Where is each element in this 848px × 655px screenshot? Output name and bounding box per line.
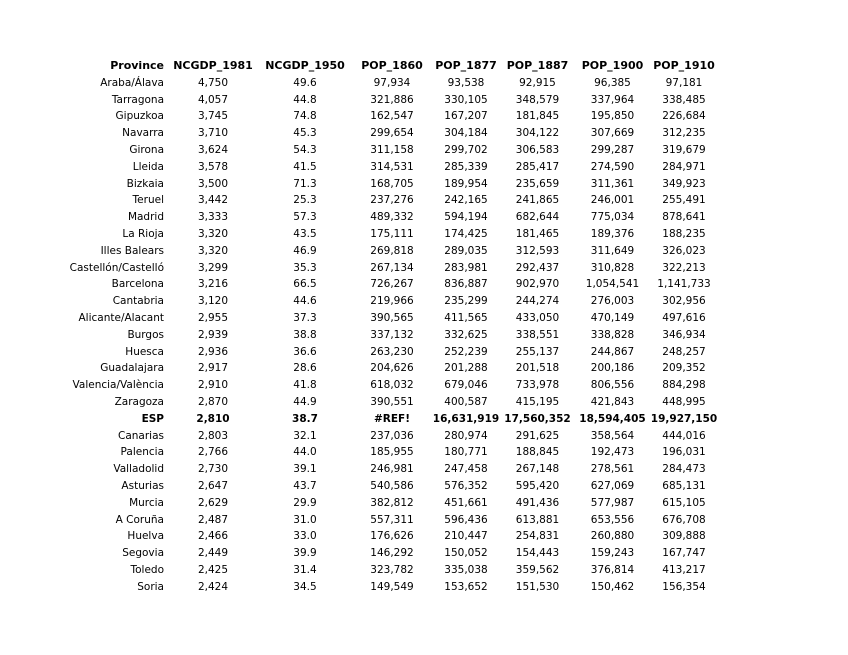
value-cell: 154,443 bbox=[515, 547, 560, 560]
table-row bbox=[60, 344, 718, 361]
value-cell: 260,880 bbox=[590, 530, 635, 543]
row-label-cell: Zaragoza bbox=[114, 395, 164, 408]
value-cell: 312,593 bbox=[515, 244, 560, 257]
value-cell: 18,594,405 bbox=[579, 412, 646, 425]
value-cell: 299,702 bbox=[444, 143, 488, 156]
table-row bbox=[60, 394, 718, 411]
value-cell: 38.7 bbox=[292, 412, 318, 425]
value-cell: 285,339 bbox=[444, 160, 488, 173]
value-cell: 159,243 bbox=[590, 547, 635, 560]
value-cell: 2,955 bbox=[197, 311, 229, 324]
table-row bbox=[60, 579, 718, 596]
value-cell: 2,803 bbox=[197, 429, 229, 442]
value-cell: 489,332 bbox=[370, 211, 414, 224]
value-cell: 17,560,352 bbox=[504, 412, 571, 425]
value-cell: 168,705 bbox=[370, 177, 414, 190]
value-cell: 246,981 bbox=[370, 463, 414, 476]
value-cell: 19,927,150 bbox=[650, 412, 718, 425]
value-cell: 284,473 bbox=[662, 463, 706, 476]
value-cell: 470,149 bbox=[590, 311, 635, 324]
value-cell: 54.3 bbox=[293, 143, 317, 156]
value-cell: 195,850 bbox=[590, 110, 635, 123]
table-row bbox=[60, 243, 718, 260]
table-row bbox=[60, 75, 718, 92]
value-cell: 38.8 bbox=[293, 328, 317, 341]
value-cell: 34.5 bbox=[293, 580, 317, 593]
value-cell: 382,812 bbox=[370, 496, 414, 509]
table-row bbox=[60, 209, 718, 226]
value-cell: 306,583 bbox=[515, 143, 560, 156]
value-cell: 252,239 bbox=[444, 345, 488, 358]
value-cell: 348,579 bbox=[515, 93, 560, 106]
value-cell: 338,551 bbox=[515, 328, 560, 341]
value-cell: 349,923 bbox=[662, 177, 706, 190]
value-cell: 66.5 bbox=[293, 278, 317, 291]
column-header-ncgdp-1981: NCGDP_1981 bbox=[173, 59, 253, 72]
value-cell: 278,561 bbox=[590, 463, 635, 476]
value-cell: 3,320 bbox=[197, 244, 229, 257]
value-cell: 280,974 bbox=[444, 429, 488, 442]
column-header-pop-1860: POP_1860 bbox=[361, 59, 423, 72]
value-cell: 304,184 bbox=[444, 127, 488, 140]
value-cell: 248,257 bbox=[662, 345, 706, 358]
value-cell: 226,684 bbox=[662, 110, 706, 123]
table-row bbox=[60, 176, 718, 193]
value-cell: 196,031 bbox=[662, 446, 706, 459]
value-cell: 74.8 bbox=[293, 110, 317, 123]
value-cell: 4,750 bbox=[197, 76, 229, 89]
value-cell: 359,562 bbox=[515, 563, 560, 576]
row-label-cell: Illes Balears bbox=[100, 244, 164, 257]
value-cell: 43.5 bbox=[293, 227, 317, 240]
value-cell: 775,034 bbox=[590, 211, 635, 224]
value-cell: 421,843 bbox=[590, 395, 635, 408]
row-label-cell: Araba/Álava bbox=[100, 76, 164, 89]
value-cell: 167,747 bbox=[662, 547, 706, 560]
value-cell: 618,032 bbox=[370, 379, 414, 392]
value-cell: 153,652 bbox=[444, 580, 488, 593]
value-cell: 433,050 bbox=[515, 311, 560, 324]
value-cell: 209,352 bbox=[662, 362, 706, 375]
value-cell: 307,669 bbox=[590, 127, 635, 140]
value-cell: 679,046 bbox=[444, 379, 488, 392]
value-cell: 167,207 bbox=[444, 110, 488, 123]
value-cell: 269,818 bbox=[370, 244, 414, 257]
value-cell: 150,052 bbox=[444, 547, 488, 560]
table-row bbox=[60, 377, 718, 394]
value-cell: 2,647 bbox=[197, 479, 229, 492]
column-header-pop-1900: POP_1900 bbox=[581, 59, 644, 72]
value-cell: 156,354 bbox=[662, 580, 706, 593]
value-cell: 448,995 bbox=[662, 395, 706, 408]
table-row bbox=[60, 159, 718, 176]
value-cell: 210,447 bbox=[444, 530, 488, 543]
value-cell: 2,424 bbox=[197, 580, 229, 593]
row-label-cell: Huesca bbox=[125, 345, 164, 358]
value-cell: 237,036 bbox=[370, 429, 414, 442]
value-cell: 338,828 bbox=[590, 328, 635, 341]
value-cell: 3,578 bbox=[197, 160, 229, 173]
value-cell: 241,865 bbox=[515, 194, 560, 207]
value-cell: 39.1 bbox=[293, 463, 317, 476]
value-cell: 902,970 bbox=[515, 278, 560, 291]
value-cell: 613,881 bbox=[515, 513, 560, 526]
value-cell: 3,333 bbox=[197, 211, 229, 224]
value-cell: 806,556 bbox=[590, 379, 635, 392]
value-cell: 181,465 bbox=[515, 227, 560, 240]
value-cell: 497,616 bbox=[662, 311, 706, 324]
table-row bbox=[60, 428, 718, 445]
value-cell: 2,936 bbox=[197, 345, 229, 358]
value-cell: 299,287 bbox=[590, 143, 635, 156]
value-cell: 28.6 bbox=[293, 362, 317, 375]
value-cell: 37.3 bbox=[293, 311, 317, 324]
value-cell: 594,194 bbox=[444, 211, 488, 224]
row-label-cell: Toledo bbox=[130, 563, 164, 576]
value-cell: 235,659 bbox=[515, 177, 560, 190]
row-label-cell: ESP bbox=[141, 412, 164, 425]
value-cell: 43.7 bbox=[293, 479, 317, 492]
value-cell: 304,122 bbox=[515, 127, 560, 140]
row-label-cell: A Coruña bbox=[115, 513, 164, 526]
value-cell: 246,001 bbox=[590, 194, 635, 207]
value-cell: 181,845 bbox=[515, 110, 560, 123]
value-cell: 285,417 bbox=[515, 160, 560, 173]
table-row bbox=[60, 512, 718, 529]
value-cell: 3,320 bbox=[197, 227, 229, 240]
value-cell: 291,625 bbox=[515, 429, 560, 442]
value-cell: 3,500 bbox=[197, 177, 229, 190]
value-cell: 337,132 bbox=[370, 328, 414, 341]
value-cell: 577,987 bbox=[590, 496, 635, 509]
row-label-cell: Murcia bbox=[129, 496, 164, 509]
table-row bbox=[60, 360, 718, 377]
row-label-cell: Segovia bbox=[122, 547, 164, 560]
column-header-pop-1887: POP_1887 bbox=[506, 59, 569, 72]
value-cell: 595,420 bbox=[515, 479, 560, 492]
table-body bbox=[60, 75, 718, 596]
value-cell: 2,766 bbox=[197, 446, 229, 459]
value-cell: 192,473 bbox=[590, 446, 635, 459]
value-cell: 682,644 bbox=[515, 211, 560, 224]
value-cell: 93,538 bbox=[447, 76, 485, 89]
value-cell: 255,137 bbox=[515, 345, 560, 358]
row-label-cell: Bizkaia bbox=[126, 177, 164, 190]
value-cell: 292,437 bbox=[515, 261, 560, 274]
value-cell: 335,038 bbox=[444, 563, 488, 576]
row-label-cell: Canarias bbox=[118, 429, 164, 442]
table-row bbox=[60, 276, 718, 293]
value-cell: 3,216 bbox=[197, 278, 229, 291]
column-header-pop-1910: POP_1910 bbox=[653, 59, 715, 72]
value-cell: 326,023 bbox=[662, 244, 706, 257]
value-cell: 3,710 bbox=[197, 127, 229, 140]
value-cell: 32.1 bbox=[293, 429, 317, 442]
table-row bbox=[60, 545, 718, 562]
value-cell: 25.3 bbox=[293, 194, 317, 207]
value-cell: 31.4 bbox=[293, 563, 317, 576]
value-cell: 44.0 bbox=[293, 446, 317, 459]
value-cell: 2,730 bbox=[197, 463, 229, 476]
table-row bbox=[60, 327, 718, 344]
value-cell: 244,867 bbox=[590, 345, 635, 358]
value-cell: 175,111 bbox=[370, 227, 414, 240]
value-cell: 314,531 bbox=[370, 160, 414, 173]
value-cell: 540,586 bbox=[370, 479, 414, 492]
value-cell: 2,425 bbox=[197, 563, 229, 576]
row-label-cell: Barcelona bbox=[111, 278, 164, 291]
row-label-cell: Madrid bbox=[127, 211, 164, 224]
value-cell: 2,939 bbox=[197, 328, 229, 341]
row-label-cell: Valencia/València bbox=[72, 379, 164, 392]
value-cell: 276,003 bbox=[590, 295, 635, 308]
value-cell: 283,981 bbox=[444, 261, 488, 274]
table-row bbox=[60, 125, 718, 142]
header-row bbox=[60, 58, 718, 75]
row-label-cell: Tarragona bbox=[111, 93, 164, 106]
value-cell: 149,549 bbox=[370, 580, 414, 593]
table-row bbox=[60, 461, 718, 478]
value-cell: 204,626 bbox=[370, 362, 414, 375]
table-row bbox=[60, 528, 718, 545]
value-cell: 321,886 bbox=[370, 93, 414, 106]
row-label-cell: Huelva bbox=[127, 530, 164, 543]
value-cell: 322,213 bbox=[662, 261, 706, 274]
value-cell: 557,311 bbox=[370, 513, 414, 526]
value-cell: 390,551 bbox=[370, 395, 414, 408]
value-cell: 400,587 bbox=[444, 395, 488, 408]
value-cell: 726,267 bbox=[370, 278, 414, 291]
row-label-cell: Soria bbox=[137, 580, 164, 593]
value-cell: 44.6 bbox=[293, 295, 317, 308]
value-cell: 254,831 bbox=[515, 530, 560, 543]
value-cell: 284,971 bbox=[662, 160, 706, 173]
value-cell: #REF! bbox=[373, 412, 411, 425]
value-cell: 71.3 bbox=[293, 177, 317, 190]
value-cell: 189,954 bbox=[444, 177, 488, 190]
value-cell: 189,376 bbox=[590, 227, 635, 240]
value-cell: 146,292 bbox=[370, 547, 414, 560]
value-cell: 444,016 bbox=[662, 429, 706, 442]
value-cell: 44.9 bbox=[293, 395, 317, 408]
value-cell: 44.8 bbox=[293, 93, 317, 106]
value-cell: 2,629 bbox=[197, 496, 229, 509]
table-row bbox=[60, 142, 718, 159]
value-cell: 46.9 bbox=[293, 244, 317, 257]
value-cell: 653,556 bbox=[590, 513, 635, 526]
value-cell: 451,661 bbox=[444, 496, 488, 509]
value-cell: 358,564 bbox=[590, 429, 635, 442]
value-cell: 2,917 bbox=[197, 362, 229, 375]
value-cell: 16,631,919 bbox=[432, 412, 500, 425]
value-cell: 174,425 bbox=[444, 227, 488, 240]
table-row bbox=[60, 444, 718, 461]
value-cell: 97,181 bbox=[665, 76, 703, 89]
row-label-cell: Teruel bbox=[132, 194, 164, 207]
value-cell: 596,436 bbox=[444, 513, 488, 526]
value-cell: 733,978 bbox=[515, 379, 560, 392]
row-label-cell: Asturias bbox=[121, 479, 164, 492]
value-cell: 176,626 bbox=[370, 530, 414, 543]
value-cell: 247,458 bbox=[444, 463, 488, 476]
data-table bbox=[60, 58, 718, 596]
value-cell: 201,518 bbox=[515, 362, 560, 375]
value-cell: 376,814 bbox=[590, 563, 635, 576]
value-cell: 338,485 bbox=[662, 93, 706, 106]
table-row bbox=[60, 495, 718, 512]
row-label-cell: Guadalajara bbox=[100, 362, 164, 375]
value-cell: 310,828 bbox=[590, 261, 635, 274]
value-cell: 3,442 bbox=[197, 194, 229, 207]
row-label-cell: Lleida bbox=[132, 160, 164, 173]
value-cell: 235,299 bbox=[444, 295, 488, 308]
value-cell: 3,299 bbox=[197, 261, 229, 274]
value-cell: 615,105 bbox=[662, 496, 706, 509]
value-cell: 237,276 bbox=[370, 194, 414, 207]
table-row bbox=[60, 108, 718, 125]
value-cell: 263,230 bbox=[370, 345, 414, 358]
table-row bbox=[60, 310, 718, 327]
value-cell: 49.6 bbox=[293, 76, 317, 89]
value-cell: 39.9 bbox=[293, 547, 317, 560]
table-row bbox=[60, 92, 718, 109]
table-row bbox=[60, 260, 718, 277]
value-cell: 337,964 bbox=[590, 93, 635, 106]
value-cell: 29.9 bbox=[293, 496, 317, 509]
value-cell: 41.8 bbox=[293, 379, 317, 392]
value-cell: 41.5 bbox=[293, 160, 317, 173]
value-cell: 162,547 bbox=[370, 110, 414, 123]
value-cell: 2,466 bbox=[197, 530, 229, 543]
value-cell: 244,274 bbox=[515, 295, 560, 308]
value-cell: 255,491 bbox=[662, 194, 706, 207]
value-cell: 31.0 bbox=[293, 513, 317, 526]
row-label-cell: Cantabria bbox=[112, 295, 164, 308]
value-cell: 92,915 bbox=[519, 76, 556, 89]
value-cell: 411,565 bbox=[444, 311, 488, 324]
value-cell: 36.6 bbox=[293, 345, 317, 358]
column-header-ncgdp-1950: NCGDP_1950 bbox=[265, 59, 345, 72]
row-label-cell: Navarra bbox=[122, 127, 164, 140]
value-cell: 685,131 bbox=[662, 479, 706, 492]
value-cell: 219,966 bbox=[370, 295, 414, 308]
value-cell: 289,035 bbox=[444, 244, 488, 257]
value-cell: 3,745 bbox=[197, 110, 229, 123]
row-label-cell: Palencia bbox=[120, 446, 164, 459]
table-row bbox=[60, 411, 718, 428]
table-row bbox=[60, 478, 718, 495]
value-cell: 267,134 bbox=[370, 261, 414, 274]
row-label-cell: Castellón/Castelló bbox=[69, 261, 164, 274]
value-cell: 415,195 bbox=[515, 395, 560, 408]
value-cell: 267,148 bbox=[515, 463, 560, 476]
row-label-cell: Valladolid bbox=[113, 463, 164, 476]
value-cell: 299,654 bbox=[370, 127, 414, 140]
value-cell: 3,120 bbox=[197, 295, 229, 308]
value-cell: 1,141,733 bbox=[657, 278, 711, 291]
value-cell: 2,910 bbox=[197, 379, 229, 392]
value-cell: 836,887 bbox=[444, 278, 488, 291]
value-cell: 309,888 bbox=[662, 530, 706, 543]
value-cell: 185,955 bbox=[370, 446, 414, 459]
value-cell: 413,217 bbox=[662, 563, 706, 576]
row-label-cell: Burgos bbox=[127, 328, 164, 341]
row-label-cell: La Rioja bbox=[122, 227, 164, 240]
value-cell: 332,625 bbox=[444, 328, 488, 341]
value-cell: 2,449 bbox=[197, 547, 229, 560]
value-cell: 884,298 bbox=[662, 379, 706, 392]
value-cell: 188,235 bbox=[662, 227, 706, 240]
table-row bbox=[60, 293, 718, 310]
value-cell: 97,934 bbox=[373, 76, 411, 89]
column-header-pop-1877: POP_1877 bbox=[435, 59, 497, 72]
value-cell: 312,235 bbox=[662, 127, 706, 140]
value-cell: 2,487 bbox=[197, 513, 229, 526]
value-cell: 274,590 bbox=[590, 160, 635, 173]
column-header-province: Province bbox=[110, 59, 164, 72]
value-cell: 627,069 bbox=[590, 479, 635, 492]
value-cell: 188,845 bbox=[515, 446, 560, 459]
value-cell: 57.3 bbox=[293, 211, 317, 224]
value-cell: 151,530 bbox=[515, 580, 560, 593]
table-row bbox=[60, 192, 718, 209]
value-cell: 242,165 bbox=[444, 194, 488, 207]
value-cell: 4,057 bbox=[197, 93, 229, 106]
value-cell: 676,708 bbox=[662, 513, 706, 526]
row-label-cell: Gipuzkoa bbox=[115, 110, 164, 123]
value-cell: 2,810 bbox=[196, 412, 230, 425]
value-cell: 35.3 bbox=[293, 261, 317, 274]
value-cell: 319,679 bbox=[662, 143, 706, 156]
value-cell: 491,436 bbox=[515, 496, 560, 509]
value-cell: 346,934 bbox=[662, 328, 706, 341]
value-cell: 302,956 bbox=[662, 295, 706, 308]
table-row bbox=[60, 562, 718, 579]
table-row bbox=[60, 226, 718, 243]
value-cell: 2,870 bbox=[197, 395, 229, 408]
value-cell: 201,288 bbox=[444, 362, 488, 375]
value-cell: 311,361 bbox=[590, 177, 635, 190]
value-cell: 150,462 bbox=[590, 580, 635, 593]
value-cell: 576,352 bbox=[444, 479, 488, 492]
value-cell: 323,782 bbox=[370, 563, 414, 576]
value-cell: 200,186 bbox=[590, 362, 635, 375]
row-label-cell: Alicante/Alacant bbox=[78, 311, 164, 324]
value-cell: 96,385 bbox=[594, 76, 631, 89]
value-cell: 311,158 bbox=[370, 143, 414, 156]
value-cell: 3,624 bbox=[197, 143, 229, 156]
value-cell: 878,641 bbox=[662, 211, 706, 224]
value-cell: 1,054,541 bbox=[585, 278, 640, 291]
value-cell: 33.0 bbox=[293, 530, 317, 543]
value-cell: 45.3 bbox=[293, 127, 317, 140]
row-label-cell: Girona bbox=[129, 143, 164, 156]
value-cell: 311,649 bbox=[590, 244, 635, 257]
value-cell: 180,771 bbox=[444, 446, 488, 459]
value-cell: 330,105 bbox=[444, 93, 488, 106]
value-cell: 390,565 bbox=[370, 311, 414, 324]
